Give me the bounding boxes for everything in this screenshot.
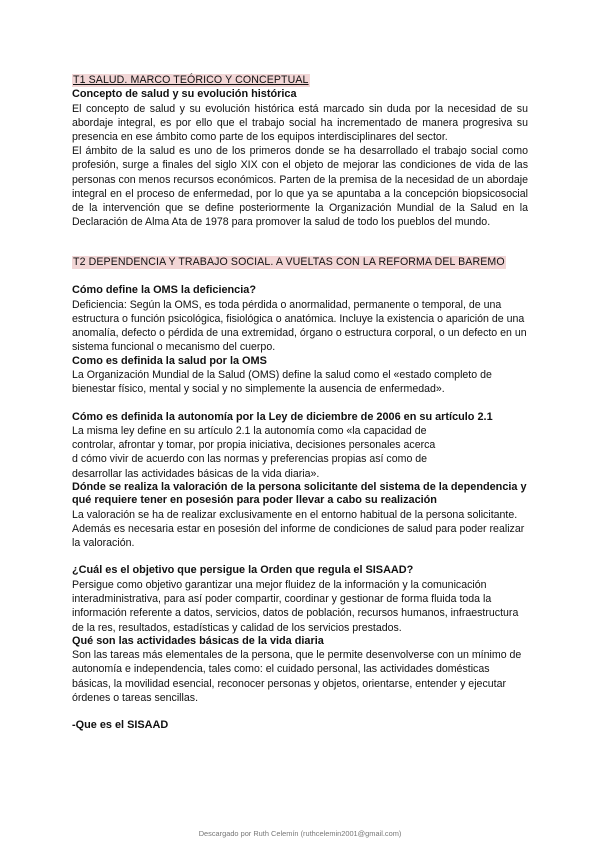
download-footer: Descargado por Ruth Celemín (ruthcelemin2001@gmail.com): [198, 829, 402, 838]
answer-valoracion: La valoración se ha de realizar exclusivamente en el entorno habitual de la persona solicitante. Además es necesaria estar en posesión del informe de condiciones de salud para poder realizar la valoración.: [72, 508, 525, 550]
answer-deficiencia: Deficiencia: Según la OMS, es toda pérdida o anormalidad, permanente o temporal, de una estructura o función psicológica, fisiológica o anatómica. Incluye la existencia o aparición de una anomalía, defecto o pérdida de una extremidad, órgano o estructura corporal, o un defecto en un sistema funcional o mecanismo del cuerpo.: [72, 298, 527, 354]
question-abvd: Qué son las actividades básicas de la vida diaria: [72, 634, 324, 647]
question-sisaad-objetivo: ¿Cuál es el objetivo que persigue la Orden que regula el SISAAD?: [72, 564, 414, 577]
section-title-t1: T1 SALUD. MARCO TEÓRICO Y CONCEPTUAL: [73, 74, 309, 86]
answer-autonomia-line: La misma ley define en su artículo 2.1 la autonomía como «la capacidad de: [72, 425, 427, 438]
answer-autonomia-line: desarrollar las actividades básicas de la vida diaria».: [72, 467, 320, 480]
answer-autonomia-line: d cómo vivir de acuerdo con las normas y preferencias propias así como de: [72, 453, 428, 466]
paragraph-concepto-salud: El concepto de salud y su evolución histórica está marcado sin duda por la necesidad de su abordaje integral, es por ello que el trabajo social ha incrementado de manera progresiva su presencia en ese ámbito como parte de los equipos interdisciplinares del sector.: [72, 102, 528, 143]
question-que-es-sisaad: -Que es el SISAAD: [72, 719, 169, 732]
answer-autonomia: [72, 424, 528, 481]
paragraph-ambito-salud: El ámbito de la salud es uno de los primeros donde se ha desarrollado el trabajo social como profesión, surge a finales del siglo XIX con el objeto de mejorar las condiciones de vida de las personas con menos recursos económicos. Parten de la premisa de la necesidad de un abordaje integral en el proceso de enfermedad, por lo que ya se apuntaba a la concepción biopsicosocial de la intervención que se define posteriormente la Organización Mundial de la Salud en la Declaración de Alma Ata de 1978 para promover la salud de todo los pueblos del mundo.: [72, 145, 528, 229]
question-valoracion: Dónde se realiza la valoración de la persona solicitante del sistema de la dependencia y qué requiere tener en posesión para poder llevar a cabo su realización: [72, 480, 527, 507]
question-autonomia: Cómo es definida la autonomía por la Ley de diciembre de 2006 en su artículo 2.1: [72, 410, 493, 423]
section-title-t2: T2 DEPENDENCIA Y TRABAJO SOCIAL. A VUELTAS CON LA REFORMA DEL BAREMO: [73, 256, 505, 269]
heading-concepto-salud: Concepto de salud y su evolución histórica: [72, 88, 297, 100]
answer-autonomia-line: controlar, afrontar y tomar, por propia iniciativa, decisiones personales acerca: [72, 439, 436, 452]
question-salud-oms: Como es definida la salud por la OMS: [72, 354, 267, 367]
question-deficiencia: Cómo define la OMS la deficiencia?: [72, 284, 256, 297]
section-1: [72, 70, 528, 229]
document-page: [72, 70, 528, 733]
answer-salud-oms: La Organización Mundial de la Salud (OMS) define la salud como el «estado completo de bienestar físico, mental y social y no simplemente la ausencia de enfermedad».: [72, 369, 492, 396]
answer-sisaad-objetivo: Persigue como objetivo garantizar una mejor fluidez de la información y la comunicación interadministrativa, para así poder compartir, coordinar y gestionar de forma fluida toda la información referente a datos, servicios, datos de población, recursos humanos, infraestructura de la res, resultados, estadísticas y calidad de los servicios prestados.: [72, 578, 519, 634]
answer-abvd: Son las tareas más elementales de la persona, que le permite desenvolverse con un mínimo de autonomía e independencia, tales como: el cuidado personal, las actividades domésticas básicas, la movilidad esencial, reconocer personas y objetos, orientarse, entender y ejecutar órdenes o tareas sencillas.: [72, 649, 522, 704]
